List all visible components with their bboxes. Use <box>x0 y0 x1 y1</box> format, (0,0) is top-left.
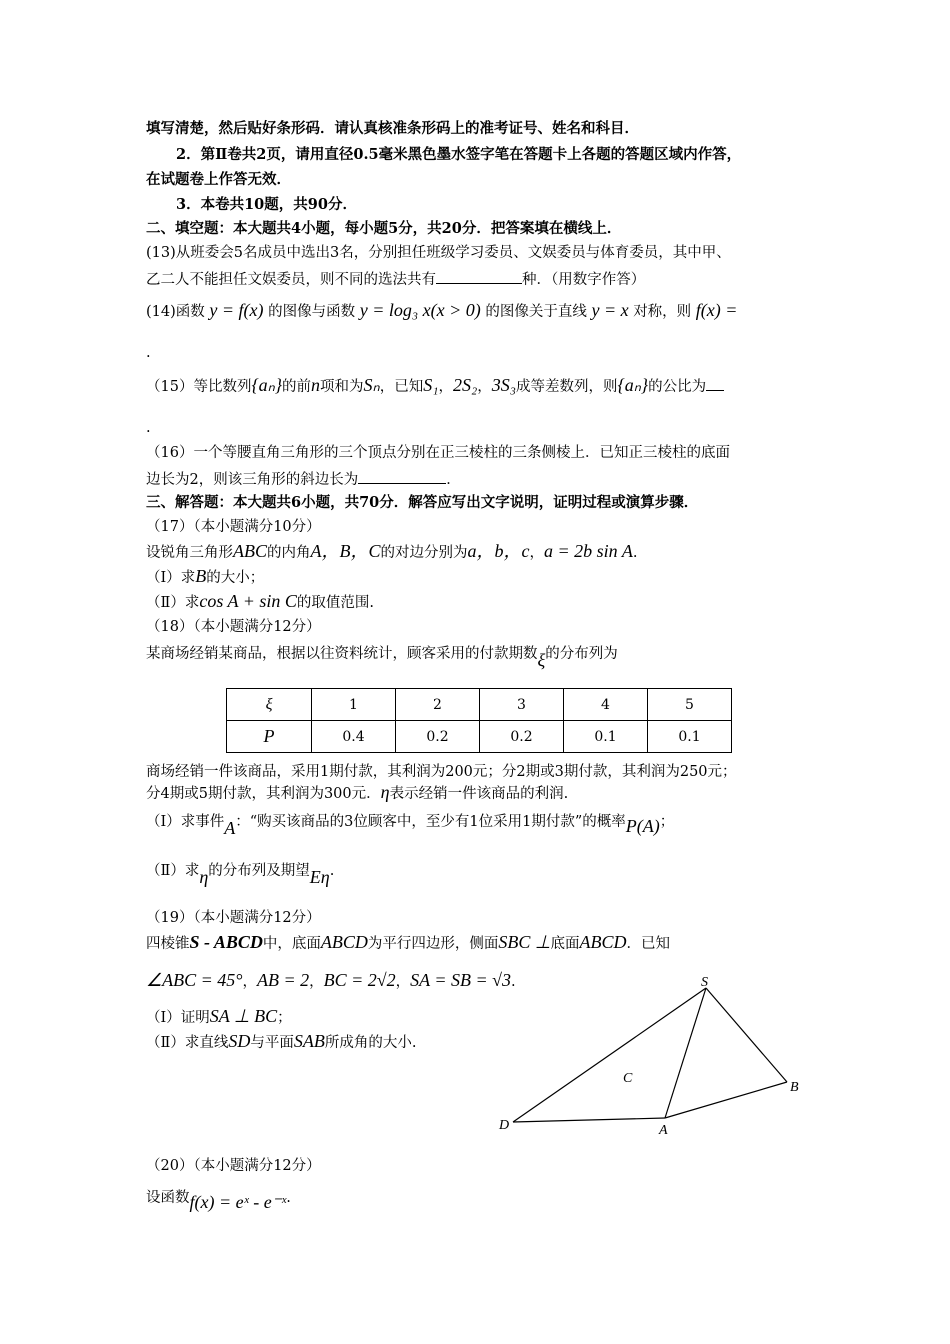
table-cell: 0.4 <box>312 721 396 753</box>
q19-part-i: （Ⅰ）证明SA ⊥ BC； <box>146 1006 292 1026</box>
q17-part-ii: （Ⅱ）求cos A + sin C的取值范围. <box>146 591 374 611</box>
q19-line-1: 四棱锥S - ABCD中，底面ABCD为平行四边形，侧面SBC ⊥底面ABCD．已知 <box>146 932 671 952</box>
q14-formula-4: f(x) = <box>695 300 738 320</box>
note-2-line-1: 2．第Ⅱ卷共2页，请用直径0.5毫米黑色墨水签字笔在答题卡上各题的答题区域内作答， <box>176 146 742 163</box>
q16-answer-blank[interactable] <box>358 468 446 484</box>
distribution-table <box>226 688 732 753</box>
q14-formula-1: y = f(x) <box>209 300 264 320</box>
q19-line-2: ∠ABC = 45°，AB = 2，BC = 2√2，SA = SB = √3. <box>146 970 516 990</box>
vertex-label-B: B <box>790 1080 799 1095</box>
q18-intro: 某商场经销某商品，根据以往资料统计，顾客采用的付款期数ξ的分布列为 <box>146 646 618 670</box>
q15-answer-blank[interactable] <box>706 375 724 391</box>
note-2-line-2: 在试题卷上作答无效． <box>146 171 291 188</box>
table-cell: 0.1 <box>564 721 648 753</box>
q13-answer-blank[interactable] <box>436 268 522 284</box>
edge-SD <box>513 988 706 1122</box>
q15-line: （15）等比数列{aₙ}的前n项和为Sₙ，已知S₁，2S₂，3S₃成等差数列，则{aₙ}的公比为 <box>146 375 724 397</box>
q16-line-1: （16）一个等腰直角三角形的三个顶点分别在正三棱柱的三条侧棱上．已知正三棱柱的底面 <box>146 445 730 461</box>
edge-AB <box>665 1082 787 1118</box>
table-cell: 3 <box>480 689 564 721</box>
q15-end: . <box>146 420 151 436</box>
q14-line: (14)函数 y = f(x) 的图像与函数 y = log₃ x(x > 0) 的图像关于直线 y = x 对称，则 f(x) = <box>146 300 738 320</box>
table-cell: 1 <box>312 689 396 721</box>
q17-heading: （17）（本小题满分10分） <box>146 519 321 535</box>
vertex-label-S: S <box>701 975 708 990</box>
section-3-heading: 三、解答题：本大题共6小题，共70分．解答应写出文字说明，证明过程或演算步骤． <box>146 494 699 511</box>
q18-line-1: 商场经销一件该商品，采用1期付款，其利润为200元；分2期或3期付款，其利润为250元； <box>146 764 737 780</box>
table-cell: 0.2 <box>396 721 480 753</box>
q19-part-ii: （Ⅱ）求直线SD与平面SAB所成角的大小. <box>146 1031 417 1051</box>
table-cell: 2 <box>396 689 480 721</box>
note-line-1: 填写清楚，然后贴好条形码．请认真核准条形码上的准考证号、姓名和科目． <box>146 120 639 137</box>
table-row <box>227 689 732 721</box>
q18-line-2: 分4期或5期付款，其利润为300元．η表示经销一件该商品的利润. <box>146 782 569 802</box>
table-cell: 0.2 <box>480 721 564 753</box>
q20-statement: 设函数f(x) = eˣ - e⁻ˣ. <box>146 1190 291 1212</box>
q14-formula-2: y = log₃ x(x > 0) <box>359 300 481 320</box>
edge-SA <box>665 988 706 1118</box>
pyramid-figure <box>490 970 820 1145</box>
table-cell: 4 <box>564 689 648 721</box>
table-cell: 5 <box>648 689 732 721</box>
q18-part-ii: （Ⅱ）求η的分布列及期望Eη. <box>146 863 335 887</box>
section-2-heading: 二、填空题：本大题共4小题，每小题5分，共20分．把答案填在横线上． <box>146 220 622 237</box>
q18-part-i: （Ⅰ）求事件A：“购买该商品的3位顾客中，至少有1位采用1期付款”的概率P(A)； <box>146 814 675 838</box>
table-row <box>227 721 732 753</box>
table-cell: 0.1 <box>648 721 732 753</box>
q14-end: . <box>146 345 151 361</box>
edge-DA <box>513 1118 665 1122</box>
q14-formula-3: y = x <box>591 300 629 320</box>
table-header-cell: ξ <box>227 689 312 721</box>
table-header-cell: P <box>227 721 312 753</box>
q16-line-2: 边长为2，则该三角形的斜边长为 ． <box>146 468 461 490</box>
q13-line-1: (13)从班委会5名成员中选出3名，分别担任班级学习委员、文娱委员与体育委员，其中甲、 <box>146 245 731 261</box>
note-3: 3．本卷共10题，共90分． <box>176 196 357 213</box>
q17-statement: 设锐角三角形ABC的内角A，B，C的对边分别为a，b，c，a = 2b sin A. <box>146 541 638 561</box>
vertex-label-D: D <box>499 1118 510 1133</box>
vertex-label-C: C <box>623 1071 633 1086</box>
q13-line-2: 乙二人不能担任文娱委员，则不同的选法共有 种．（用数字作答） <box>146 268 645 290</box>
q19-heading: （19）（本小题满分12分） <box>146 910 321 926</box>
q20-heading: （20）（本小题满分12分） <box>146 1158 321 1174</box>
q18-heading: （18）（本小题满分12分） <box>146 619 321 635</box>
edge-SB <box>706 988 787 1082</box>
q17-part-i: （Ⅰ）求B的大小； <box>146 566 265 586</box>
vertex-label-A: A <box>659 1123 668 1138</box>
